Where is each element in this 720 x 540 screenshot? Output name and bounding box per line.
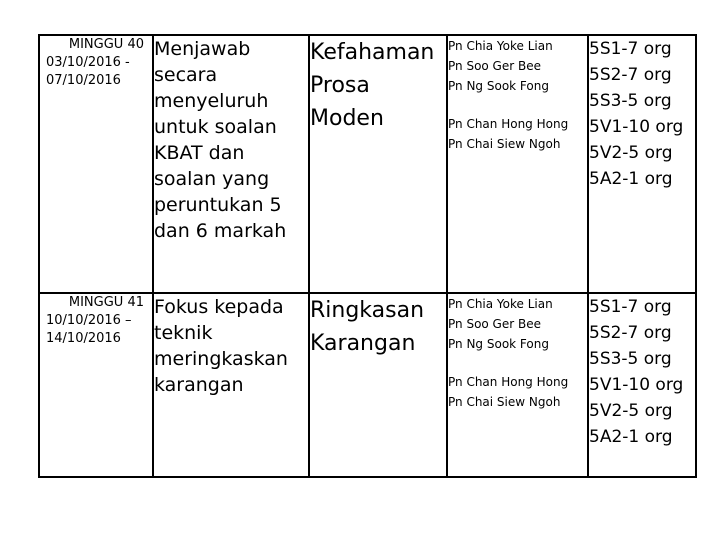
subject-line: Ringkasan <box>310 298 425 323</box>
topic-cell <box>153 293 309 477</box>
class-count: 5A2-1 org <box>589 427 673 447</box>
class-count: 5A2-1 org <box>589 169 673 189</box>
teacher-name: Pn Ng Sook Fong <box>448 79 549 93</box>
class-count: 5V2-5 org <box>589 401 673 421</box>
teacher-name: Pn Chia Yoke Lian <box>448 297 553 311</box>
class-count: 5S2-7 org <box>589 323 672 343</box>
schedule-table <box>38 34 697 478</box>
table-row <box>39 35 696 293</box>
date-start: 10/10/2016 – <box>46 313 132 328</box>
topic-line: Menjawab <box>154 38 251 60</box>
teacher-name: Pn Soo Ger Bee <box>448 317 541 331</box>
class-count: 5S1-7 org <box>589 39 672 59</box>
teachers-cell <box>447 293 588 477</box>
date-end: 07/10/2016 <box>46 73 121 88</box>
topic-line: menyeluruh <box>154 90 269 112</box>
teacher-name: Pn Chai Siew Ngoh <box>448 137 561 151</box>
class-count: 5V1-10 org <box>589 117 684 137</box>
week-cell <box>39 293 153 477</box>
teachers-cell <box>447 35 588 293</box>
topic-cell <box>153 35 309 293</box>
teacher-name: Pn Chai Siew Ngoh <box>448 395 561 409</box>
topic-line: untuk soalan <box>154 116 277 138</box>
teacher-name: Pn Chan Hong Hong <box>448 117 569 131</box>
classes-cell <box>588 293 696 477</box>
classes-cell <box>588 35 696 293</box>
subject-line: Prosa <box>310 73 370 98</box>
spacer <box>448 354 587 372</box>
class-count: 5S1-7 org <box>589 297 672 317</box>
class-count: 5V2-5 org <box>589 143 673 163</box>
topic-line: teknik <box>154 322 213 344</box>
topic-line: Fokus kepada <box>154 296 284 318</box>
class-count: 5S2-7 org <box>589 65 672 85</box>
teacher-name: Pn Chan Hong Hong <box>448 375 569 389</box>
teacher-name: Pn Soo Ger Bee <box>448 59 541 73</box>
class-count: 5S3-5 org <box>589 91 672 111</box>
topic-line: meringkaskan <box>154 348 288 370</box>
subject-line: Moden <box>310 106 384 131</box>
table-row <box>39 293 696 477</box>
topic-line: peruntukan 5 <box>154 194 282 216</box>
topic-line: KBAT dan <box>154 142 245 164</box>
topic-line: karangan <box>154 374 244 396</box>
date-start: 03/10/2016 - <box>46 55 130 70</box>
subject-cell <box>309 293 447 477</box>
topic-line: dan 6 markah <box>154 220 287 242</box>
class-count: 5S3-5 org <box>589 349 672 369</box>
teacher-name: Pn Ng Sook Fong <box>448 337 549 351</box>
teacher-name: Pn Chia Yoke Lian <box>448 39 553 53</box>
week-label: MINGGU 40 <box>68 37 144 52</box>
subject-line: Kefahaman <box>310 40 435 65</box>
date-end: 14/10/2016 <box>46 331 121 346</box>
week-cell <box>39 35 153 293</box>
topic-line: secara <box>154 64 218 86</box>
subject-line: Karangan <box>310 331 416 356</box>
week-label: MINGGU 41 <box>68 295 144 310</box>
subject-cell <box>309 35 447 293</box>
spacer <box>448 96 587 114</box>
topic-line: soalan yang <box>154 168 270 190</box>
class-count: 5V1-10 org <box>589 375 684 395</box>
